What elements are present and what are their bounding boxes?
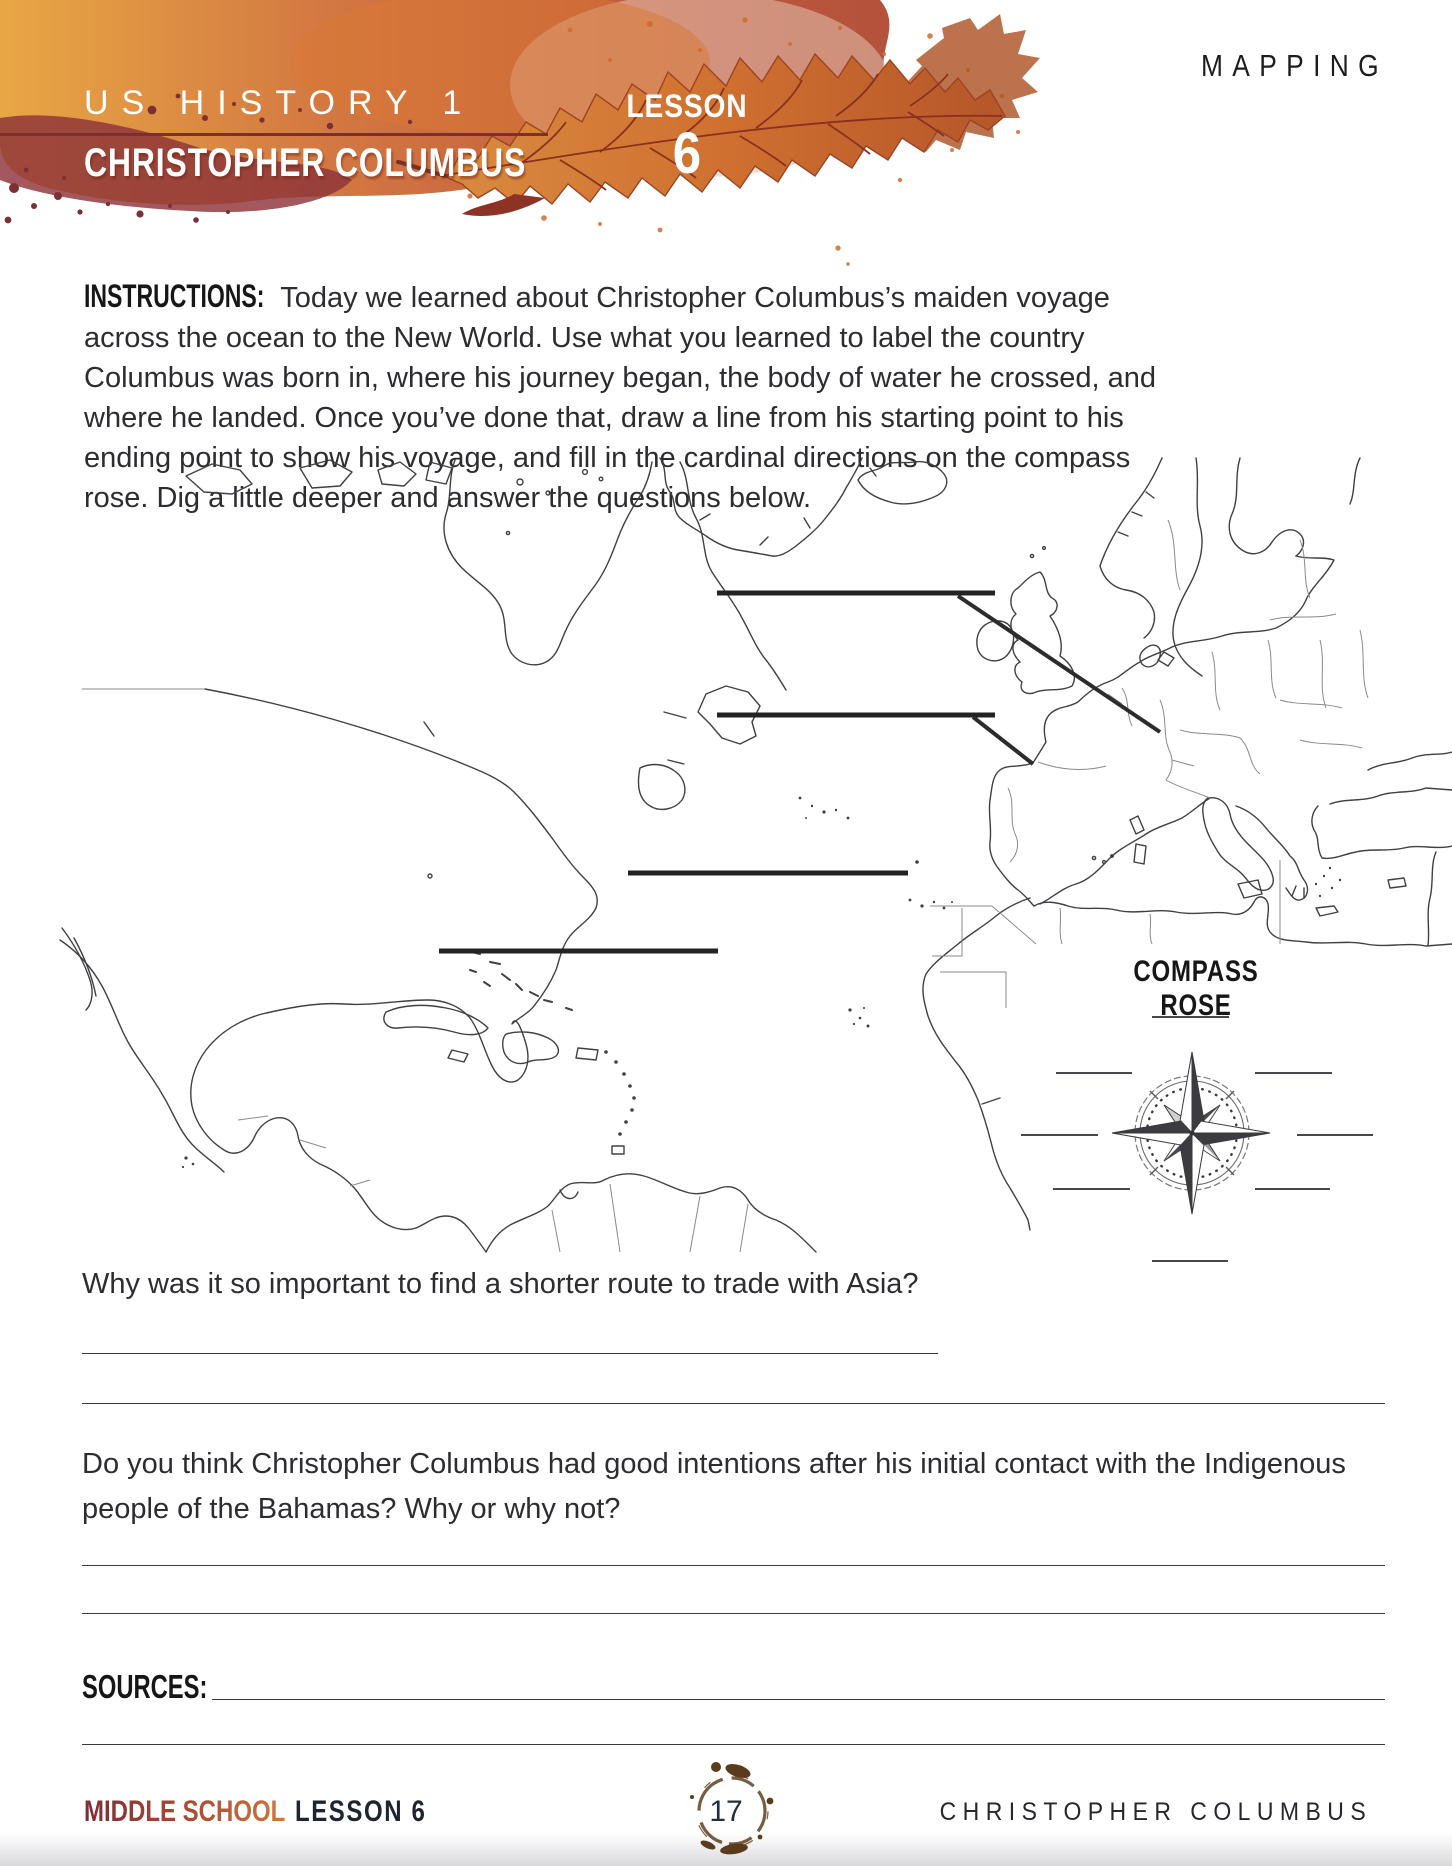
question-2-answer-line-2: [82, 1613, 1385, 1614]
lesson-number: 6: [672, 121, 702, 186]
map-cuba: [384, 1005, 488, 1034]
page-type-label: MAPPING: [1201, 48, 1388, 83]
map-west-europe-coast: [989, 662, 1140, 906]
sources-label: SOURCES:: [82, 1668, 208, 1705]
map-norway-coast: [1100, 458, 1162, 566]
map-arctic-islands: [186, 464, 252, 494]
question-2: Do you think Christopher Columbus had good intentions after his initial contact with the Indigenous people of the Bahamas? Why or why not?: [82, 1448, 1346, 1525]
map-anatolia: [1312, 806, 1452, 858]
question-2-answer-line-1: [82, 1565, 1385, 1566]
map-crete: [1316, 906, 1338, 916]
map-west-africa-coast: [923, 898, 1030, 1230]
map-lesser-antilles: [604, 1050, 636, 1136]
course-title: US HISTORY 1: [84, 84, 475, 122]
map-cyprus: [1388, 878, 1406, 888]
map-atlantic-islands: [799, 797, 953, 1028]
sources-line-1: [212, 1699, 1385, 1700]
unit-title: CHRISTOPHER COLUMBUS: [84, 141, 527, 185]
map-south-america-coast: [486, 1174, 816, 1252]
map-galapagos: [182, 1156, 194, 1168]
map-labrador-coast: [680, 462, 786, 690]
map-hispaniola: [503, 1032, 559, 1064]
instructions-text: Today we learned about Christopher Columbus’s maiden voyage across the ocean to the New World. Use what you learned to label the country Columbus was born in, where his journey began, the body of water he crossed, and where he landed. Once you’ve done that, draw a line from his starting point to his ending point to show his voyage, and fill in the cardinal directions on the compass rose. Dig a little deeper and answer the questions below.: [84, 282, 1157, 514]
map-north-america-coast: [191, 689, 597, 1252]
map-north-africa-coast: [1034, 897, 1452, 946]
map-bahamas: [470, 952, 572, 1010]
map-nova-scotia: [638, 765, 684, 810]
compass-rose: [1112, 1052, 1270, 1214]
map-gulf-of-bothnia: [1229, 458, 1303, 556]
footer-lesson: LESSON 6: [294, 1795, 427, 1828]
footer-program: MIDDLE SCHOOL: [84, 1795, 286, 1828]
map-iceland: [858, 462, 947, 504]
map-aegean-islands: [1315, 867, 1341, 897]
leader-line-to-italy: [958, 596, 1160, 732]
map-mexico-pacific: [60, 940, 224, 1172]
page-number-stain: [676, 1757, 788, 1861]
map-ireland: [977, 621, 1014, 661]
map-med-north-shore: [1040, 798, 1210, 904]
map-levant-coast: [1428, 852, 1436, 945]
map-greenland: [660, 458, 862, 556]
footer-title: CHRISTOPHER COLUMBUS: [939, 1798, 1372, 1826]
map-jamaica: [448, 1050, 468, 1062]
question-1-answer-line-2: [82, 1403, 1385, 1404]
map-britain: [1011, 572, 1074, 694]
sources-line-2: [82, 1744, 1385, 1745]
lesson-label: LESSON: [626, 88, 748, 124]
map-label-blanks: [439, 593, 995, 951]
page-number: 17: [709, 1795, 743, 1828]
map-leader-lines: [958, 596, 1160, 764]
map-puerto-rico: [576, 1048, 598, 1060]
map-italy: [1203, 798, 1273, 891]
question-1: Why was it so important to find a shorter route to trade with Asia?: [82, 1268, 919, 1300]
question-1-answer-line-1: [82, 1353, 938, 1354]
instructions-label: INSTRUCTIONS:: [84, 278, 265, 314]
footer-left: [84, 1795, 426, 1829]
compass-rose-title: COMPASS ROSE: [1133, 955, 1259, 1022]
leader-line-to-spain: [973, 717, 1033, 764]
